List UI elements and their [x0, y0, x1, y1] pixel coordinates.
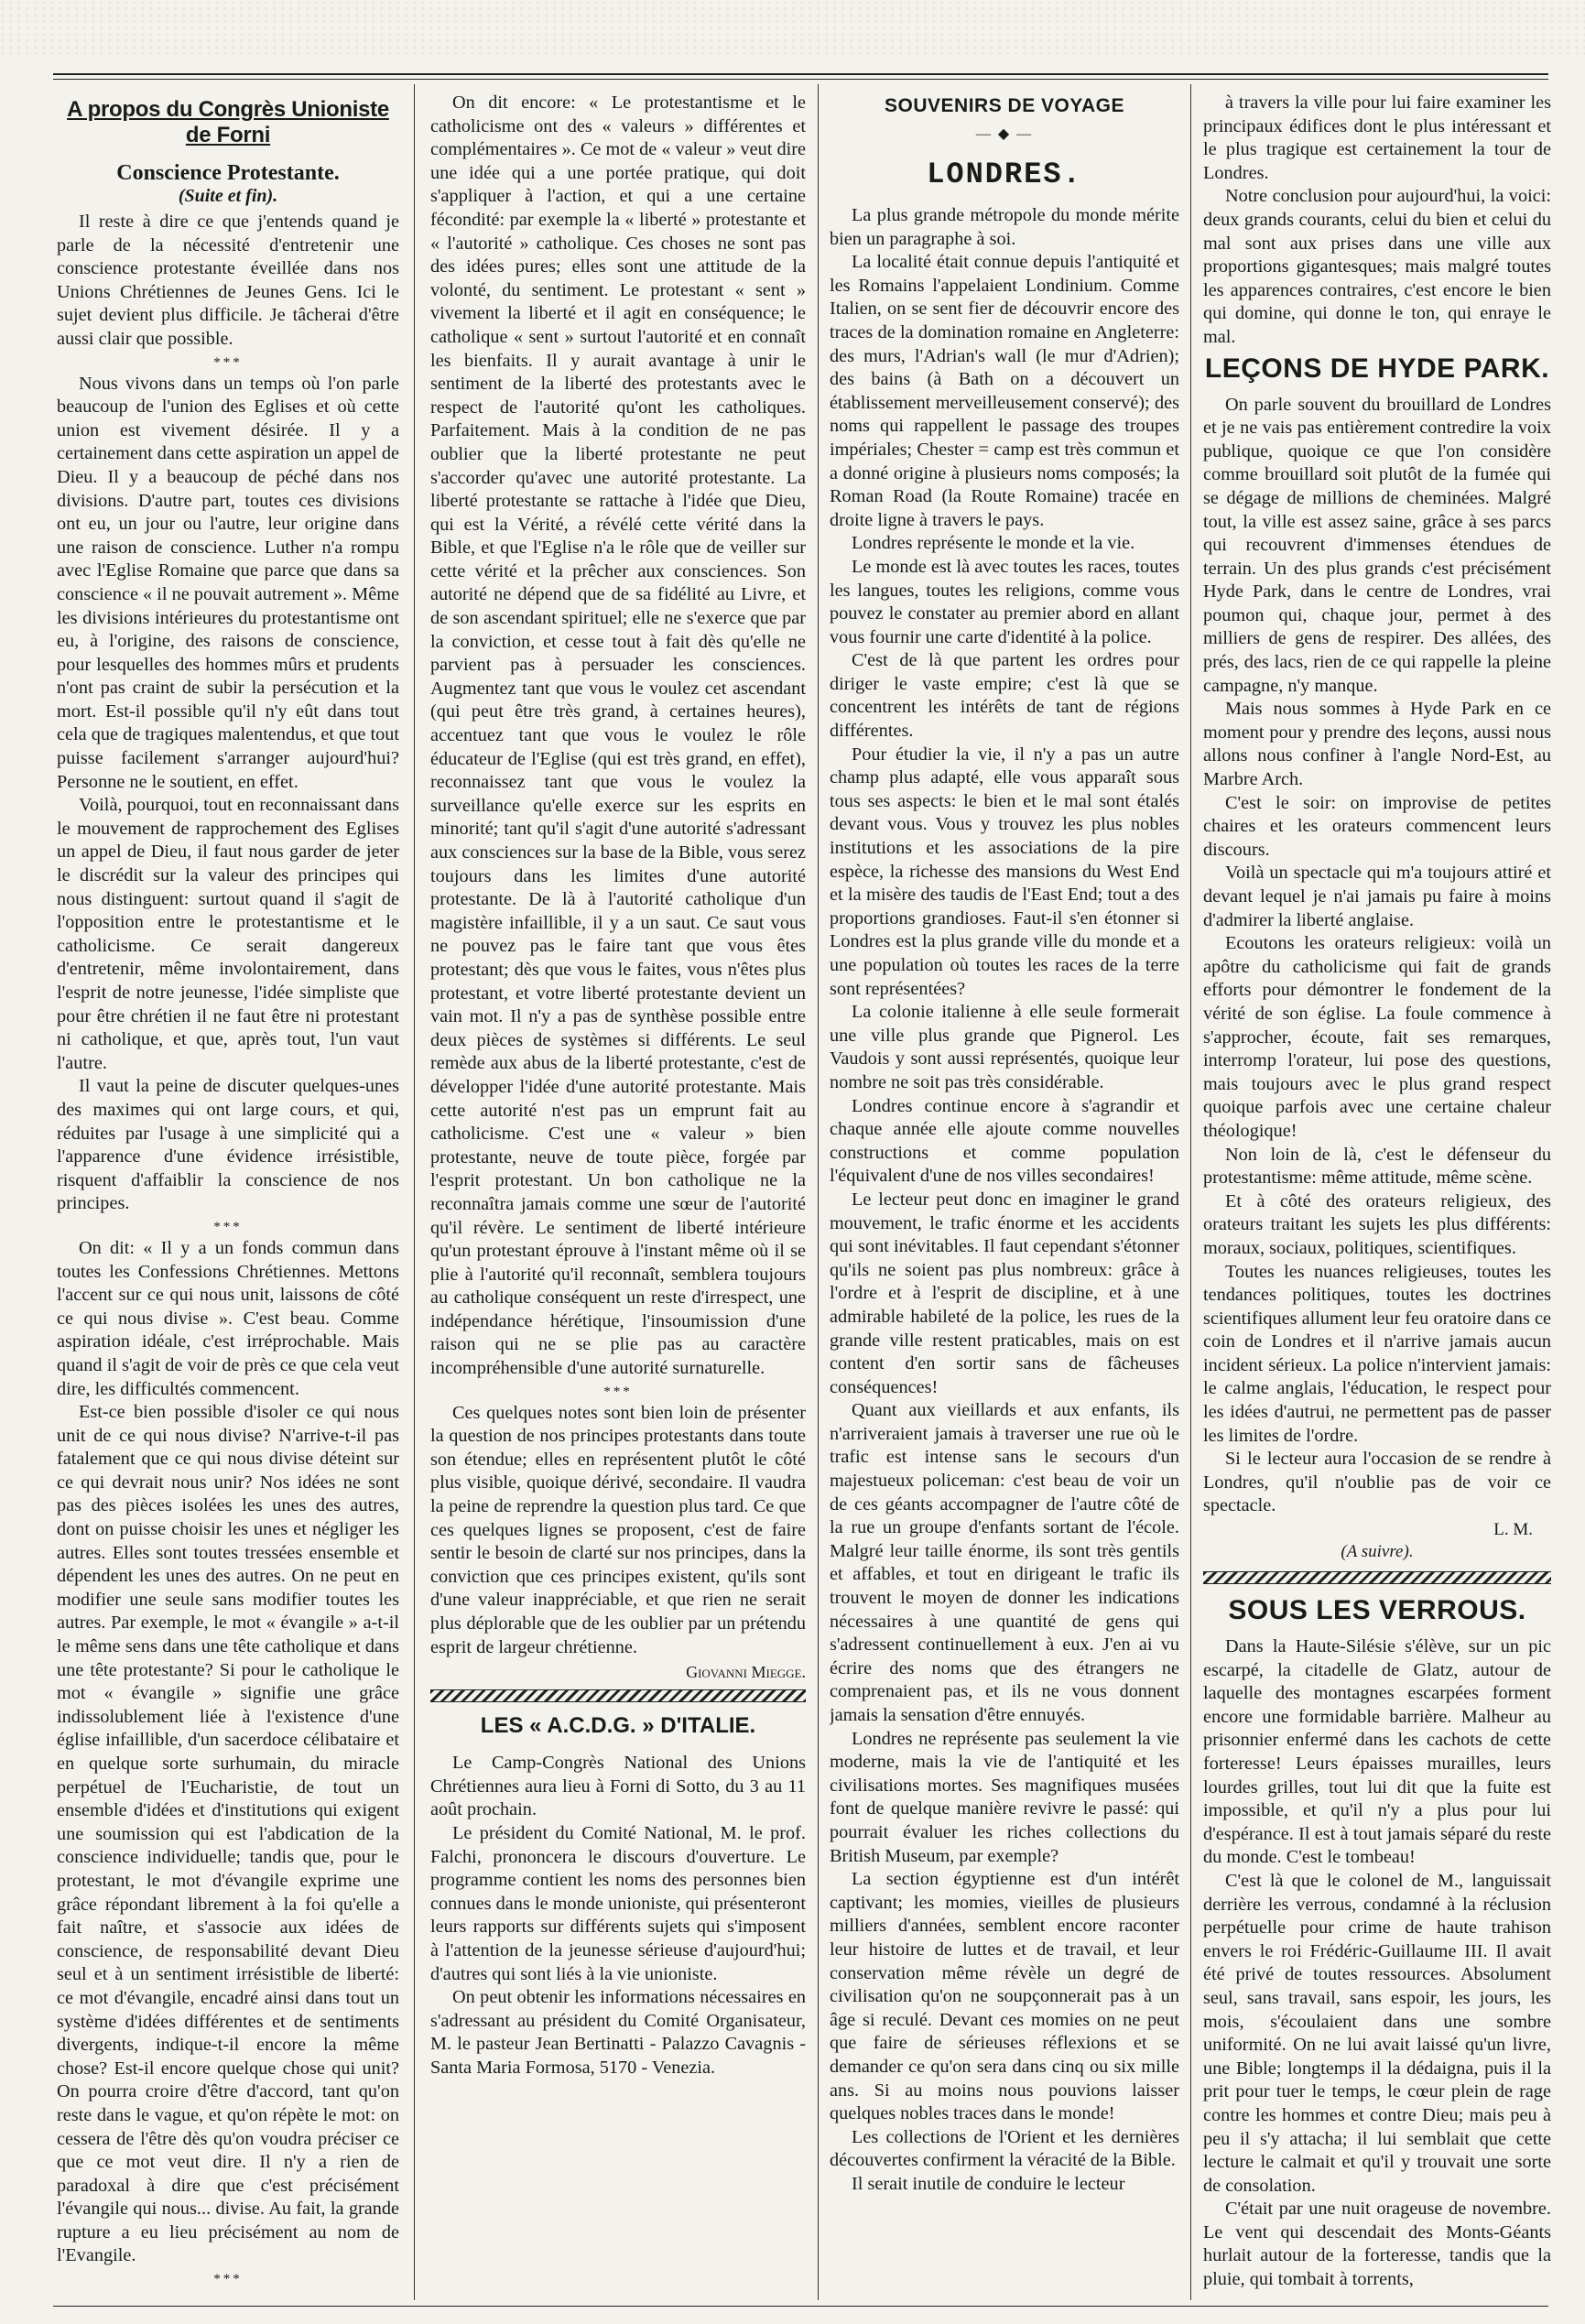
paragraph: Mais nous sommes à Hyde Park en ce moment pour y prendre des leçons, aussi nous allons nous confiner à l'angle Nord-Est, au Marbre Arch. — [1203, 699, 1551, 790]
article-headline: A propos du Congrès Unioniste de Forni — [67, 97, 389, 147]
article-headline: SOUS LES VERROUS. — [1228, 1595, 1526, 1626]
paragraph: La plus grande métropole du monde mérite bien un paragraphe à soi. — [830, 205, 1179, 249]
paragraph: Il vaut la peine de discuter quelques-unes des maximes qui ont large cours, et qui, réduites par l'usage à une simplicité qui a l'apparence d'une évidence irrésistible, risquent d'affaiblir la conscience de nos principes. — [57, 1076, 399, 1214]
signature: L. M. — [1493, 1520, 1533, 1540]
paragraph: Quant aux vieillards et aux enfants, ils n'arriveraient jamais à traverser une rue où le trafic est intense sans le secours d'un majestueux policeman: c'est beau de voir un de ces géants accompagner de l'autre côté de la rue un groupe d'enfants sortant de l'école. Malgré leur taille énorme, ils sont très gentils et affables, et tout en dirigeant le trafic ils trouvent le moyen de donner les indications nécessaires à une quantité de gens qui s'adressent continuellement à eux. J'en ai vu écrire des noms que des étrangers ne comprenaient pas, et ils ne vous donnent jamais la sensation d'être ennuyés. — [830, 1400, 1179, 1725]
paragraph: C'est de là que partent les ordres pour diriger le vaste empire; c'est là que se concentrent les intérêts de tant de régions différentes. — [830, 650, 1179, 742]
paragraph: Il reste à dire ce que j'entends quand je parle de la nécessité d'entretenir une conscience protestante éveillée dans nos Unions Chrétiennes de Jeunes Gens. Ici le sujet devient plus difficile. Je tâcherai d'être aussi clair que possible. — [57, 212, 399, 349]
paragraph: Les collections de l'Orient et les dernières découvertes confirment la véracité de la Bible. — [830, 2126, 1179, 2171]
paragraph: Si le lecteur aura l'occasion de se rendre à Londres, qu'il n'oublie pas de voir ce spectacle. — [1203, 1449, 1551, 1516]
paragraph: Voilà, pourquoi, tout en reconnaissant dans le mouvement de rapprochement des Eglises un appel de Dieu, il faut nous garder de jeter le discrédit sur la valeur des principes qui nous distinguent: surtout quand il s'agit de l'opposition entre le protestantisme et le catholicisme. Ce serait dangereux d'entretenir, même involontairement, dans l'esprit de notre jeunesse, l'idée simpliste que pour être chrétien il ne faut être ni protestant ni catholique, et que, après tout, l'un vaut l'autre. — [57, 795, 399, 1073]
paragraph: La section égyptienne est d'un intérêt captivant; les momies, vieilles de plusieurs milliers d'années, semblent encore raconter leur histoire de luttes et de travail, et leur conservation même révèle un degré de civilisation qu'on ne soupçonnerait pas à un âge si reculé. Devant ces momies on ne peut que faire de sérieuses réflexions et se demander ce qu'on sera dans cinq ou six mille ans. Si au moins nous pouvions laisser quelques nobles traces dans le monde! — [830, 1869, 1179, 2124]
paragraph: Londres continue encore à s'agrandir et chaque année elle ajoute comme nouvelles constructions et comme population l'équivalent d'une de nos villes secondaires! — [830, 1095, 1179, 1187]
paragraph: Dans la Haute-Silésie s'élève, sur un pic escarpé, la citadelle de Glatz, autour de laquelle des montagnes escarpées forment encore une formidable barrière. Malheur au prisonnier enfermé dans les cachots de cette forteresse! Leurs épaisses murailles, leurs lourdes grilles, tout lui dit que la fuite est impossible, et qu'il n'y a plus pour lui d'espérance. Il est à tout jamais séparé du reste du monde. C'est le tombeau! — [1203, 1636, 1551, 1868]
ornamental-separator — [1203, 1571, 1551, 1584]
article-title: LONDRES. — [927, 157, 1082, 191]
continued-note: (A suivre). — [1341, 1542, 1414, 1562]
column-4 — [1203, 92, 1551, 2298]
top-rule — [53, 73, 1548, 75]
paragraph: Le Camp-Congrès National des Unions Chrétiennes aura lieu à Forni di Sotto, du 3 au 11 août prochain. — [430, 1753, 806, 1820]
paragraph: On dit encore: « Le protestantisme et le catholicisme ont des « valeurs » différentes et complémentaires ». Ce mot de « valeur » veut dire une idée qui a une portée pratique, qui doit s'appliquer à l'action, et qui a une certaine fécondité: par exemple la « liberté » protestante et « l'autorité » catholique. Ces choses ne sont pas des idées pures; elles sont une attitude de la volonté, du sentiment. Le protestant « sent » vivement la liberté et il agit en conséquence; le catholique « sent » surtout l'autorité et en connaît les bienfaits. Il y aurait avantage à unir le sentiment de la liberté des protestants avec le respect de l'autorité qu'ont les catholiques. Parfaitement. Mais à la condition de ne pas oublier que la liberté protestante ne peut s'accorder qu'avec une autorité protestante. La liberté protestante se rattache à l'idée que Dieu, qui est la Vérité, a révélé cette vérité dans la Bible, et que l'Eglise n'a le rôle que de veiller sur cette vérité et la prêcher aux consciences. Son autorité ne dépend que de sa fidélité au Livre, et de son ascendant spirituel; elle ne s'exerce que par la conviction, et cesse tout à fait dès qu'elle ne parvient pas à persuader les consciences. Augmentez tant que vous le voulez cet ascendant (qui peut être très grand, à certaines heures), accentuez tant que vous le voulez le rôle éducateur de l'Eglise (qui est très grand, en effet), reconnaissez tant que vous le voulez la surveillance qu'elle exerce sur les esprits en minorité; tant qu'il s'agit d'une autorité s'adressant aux consciences sur la base de la Bible, vous serez toujours dans les limites d'une autorité protestante. De là à l'autorité catholique d'un magistère infaillible, il y a un saut. Ce saut vous ne pouvez pas le faire tant que vous êtes protestant; dès que vous le faites, vous n'êtes plus protestant, et votre liberté protestante devient un vain mot. Il n'y a pas de synthèse possible entre deux pièces de systèmes si différents. Le seul remède aux abus de la liberté protestante, c'est de développer l'idée d'une autorité protestante. Mais cette autorité n'est pas un emprunt fait au catholicisme. C'est une « valeur » bien protestante, neuve de toute pièce, forgée par l'esprit protestant. Un bon catholique ne la reconnaîtra jamais comme une sœur de l'autorité qu'il révère. Le sentiment de liberté intérieure qu'un protestant éprouve à l'instant même où il se plie à l'autorité qu'il reconnaît, semblera toujours au catholique conséquent un reste d'irrespect, une indépendance hérétique, l'insoumission d'une raison qui ne se plie pas au caractère incompréhensible d'une autorité surnaturelle. — [430, 92, 806, 1379]
section-stars: *** — [603, 1384, 633, 1399]
section-headline: SOUVENIRS DE VOYAGE — [885, 95, 1124, 116]
paragraph: La localité était connue depuis l'antiquité et les Romains l'appelaient Londinium. Comme Italien, on se sent fier de découvrir encore des traces de la domination romaine en Angleterre: des murs, l'Adrian's wall (le mur d'Adrien); des bains (à Bath on a découvert un établissement merveilleusement conservé); des noms qui rappellent le passage des troupes impériales; Chester = camp est très commun et a donné origine à plusieurs noms composés; la Roman Road (la Route Romaine) tracée en droite ligne à travers le pays. — [830, 252, 1179, 530]
paragraph: Le monde est là avec toutes les races, toutes les langues, toutes les religions, comme vous pouvez le constater au premier abord en allant vous fournir une carte d'identité à la police. — [830, 556, 1179, 647]
paragraph: On parle souvent du brouillard de Londres et je ne vais pas entièrement contredire la voix publique, quoique ce que l'on considère comme brouillard soit plutôt de la fumée qui se dégage de millions de cheminées. Malgré tout, la ville est assez saine, grâce à ses parcs qui recouvrent d'immenses étendues de terrain. Un des plus grands c'est précisément Hyde Park, dans le centre de Londres, vrai poumon qui, chaque jour, permet à des milliers de gens de respirer. Des allées, des prés, des lacs, rien de ce qui rappelle la pleine campagne, n'y manque. — [1203, 394, 1551, 696]
paper-texture — [0, 0, 1585, 55]
column-divider — [1190, 84, 1191, 2300]
paragraph: à travers la ville pour lui faire examiner les principaux édifices dont le plus intéressant et le plus tragique est certainement la tour de Londres. — [1203, 92, 1551, 183]
paragraph: Ecoutons les orateurs religieux: voilà un apôtre du catholicisme qui fait de grands efforts pour démontrer le fondement de la vérité de son église. La foule commence à s'approcher, écoute, fait ses remarques, interromp l'orateur, lui pose des questions, mais toujours avec le plus grand respect quoique parfois avec une certaine chaleur théologique! — [1203, 933, 1551, 1141]
paragraph: Le lecteur peut donc en imaginer le grand mouvement, le trafic énorme et les accidents qui sont inévitables. Il faut cependant s'étonner qu'ils ne soient pas plus nombreux: grâce à l'ordre et à l'esprit de discipline, et à une admirable habileté de la police, les rues de la grande ville restent praticables, mais on est content d'en sortir sans de fâcheuses conséquences! — [830, 1189, 1179, 1397]
column-divider — [414, 84, 415, 2300]
signature: Giovanni Miegge. — [686, 1663, 806, 1682]
column-3 — [830, 92, 1179, 2298]
paragraph: Il serait inutile de conduire le lecteur — [852, 2173, 1125, 2194]
top-rule-thin — [53, 79, 1548, 80]
paragraph: Voilà un spectacle qui m'a toujours attiré et devant lequel je n'ai jamais pu faire à moins d'admirer la liberté anglaise. — [1203, 863, 1551, 930]
paragraph: Pour étudier la vie, il n'y a pas un autre champ plus adapté, elle vous apparaît sous tous ses aspects: le bien et le mal sont étalés devant vous. Vous y trouvez les plus nobles institutions et les associations de la pire espèce, la richesse des mansions du West End et la misère des taudis de l'East End; tout a des proportions grandioses. Faut-il s'en étonner si Londres est la plus grande ville du monde et a une population où toutes les races de la terre sont représentées? — [830, 744, 1179, 999]
paragraph: Nous vivons dans un temps où l'on parle beaucoup de l'union des Eglises et où cette union est vivement désirée. Il y a certainement dans cette aspiration un appel de Dieu. Il y a beaucoup de péché dans nos divisions. D'autre part, toutes ces divisions ont eu, un jour ou l'autre, leur origine dans une raison de conscience. Luther n'a rompu avec l'Eglise Romaine que parce que dans sa conscience « il ne pouvait autrement ». Même les divisions intérieures du protestantisme ont eu, à l'origine, des raisons de conscience, pour lesquelles des hommes mûrs et prudents n'ont pas craint de subir la persécution et la mort. Est-il possible qu'il n'y eût dans tout cela que de tragiques malentendus, et que tout puisse facilement s'arranger aujourd'hui? Personne ne le soutient, en effet. — [57, 373, 399, 792]
paragraph: C'est le soir: on improvise de petites chaires et les orateurs commencent leurs discours. — [1203, 792, 1551, 860]
ornamental-separator — [430, 1689, 806, 1702]
section-stars: *** — [213, 354, 243, 370]
paragraph: Et à côté des orateurs religieux, des orateurs traitant les sujets les plus différents: moraux, sociaux, politiques, scientifiques. — [1203, 1190, 1551, 1258]
paragraph: La colonie italienne à elle seule formerait une ville plus grande que Pignerol. Les Vaudois y sont aussi représentés, quoique leur nombre ne soit pas très considérable. — [830, 1002, 1179, 1092]
paragraph: Le président du Comité National, M. le prof. Falchi, prononcera le discours d'ouverture. Le programme contient les noms des personnes bien connues dans le monde unioniste, qui présenteront leurs rapports sur différents sujets qui s'imposent à l'attention de la jeunesse sérieuse d'aujourd'hui; d'autres qui sont liés à la vie unioniste. — [430, 1822, 806, 1984]
article-note: (Suite et fin). — [178, 186, 278, 206]
paragraph: Ces quelques notes sont bien loin de présenter la question de nos principes protestants dans toute son étendue; elles en représentent plutôt le côté plus visible, quoique dérivé, secondaire. Il vaudra la peine de reprendre la question plus tard. Ce que ces quelques lignes se proposent, c'est de faire sentir le besoin de clarté sur nos principes, dans la conviction que ces principes existent, qu'ils sont d'une valeur inappréciable, et que rien ne serait plus déplorable que de les oublier par un prétendu esprit de largeur chrétienne. — [430, 1402, 806, 1657]
ornamental-dash: — ◆ — — [975, 126, 1034, 142]
paragraph: Non loin de là, c'est le défenseur du protestantisme: même attitude, même scène. — [1203, 1144, 1551, 1189]
column-2 — [430, 92, 806, 2298]
column-1 — [57, 92, 399, 2298]
paragraph: Londres ne représente pas seulement la vie moderne, mais la vie de l'antiquité et les civilisations mortes. Ses magnifiques musées font de quelque manière revivre le passé: qui pourrait évaluer les riches collections du British Museum, par exemple? — [830, 1728, 1179, 1866]
paragraph: On dit: « Il y a un fonds commun dans toutes les Confessions Chrétiennes. Mettons l'accent sur ce qui nous unit, laissons de côté ce qui nous divise ». C'est beau. Comme aspiration idéale, c'est irréprochable. Mais quand il s'agit de voir de près ce que cela veut dire, les difficultés commencent. — [57, 1237, 399, 1399]
bottom-rule — [53, 2306, 1548, 2307]
column-divider — [818, 84, 819, 2300]
paragraph: On peut obtenir les informations nécessaires en s'adressant au président du Comité Organisateur, M. le pasteur Jean Bertinatti - Palazzo Cavagnis - Santa Maria Formosa, 5170 - Venezia. — [430, 1987, 806, 2078]
article-headline: LEÇONS DE HYDE PARK. — [1204, 353, 1550, 384]
section-stars: *** — [213, 1219, 243, 1234]
paragraph: Est-ce bien possible d'isoler ce qui nous unit de ce qui nous divise? N'arrive-t-il pas fatalement que ce qui nous divise déteint sur ce qui devrait nous unir? Nos idées ne sont pas des pièces isolées les unes des autres, dont on puisse choisir les unes et négliger les autres. Elles sont toutes tressées ensemble et dépendent les unes des autres. On ne peut en modifier une seule sans modifier toutes les autres. Par exemple, le mot « évangile » a-t-il le même sens dans une tête catholique et dans une tête protestante? Si pour le catholique le mot « évangile » signifie une grâce indissolublement liée à l'existence d'une église infaillible, d'un sacerdoce célibataire et en quelque sorte surhumain, du miracle perpétuel de l'Eucharistie, de tout un ensemble d'idées et d'institutions qui exigent une soumission qui est l'abdication de la conscience individuelle; tandis que, pour le protestant, le mot d'évangile exprime une grâce répondant librement à la foi qu'elle a fait naître, et s'associe aux idées de conscience, de responsabilité devant Dieu seul et à un sentiment irrésistible de liberté: ce mot d'évangile, encadré ainsi dans tout un système d'idées différentes et de sentiments divergents, indique-t-il encore la même chose? Est-il encore quelque chose qui unit? On pourra croire d'être d'accord, tant qu'on reste dans le vague, et qu'on répète le mot: on cessera de l'être dès qu'on voudra préciser ce que ce mot veut dire. Il n'y a rien de paradoxal à dire que c'est précisément l'évangile qui nous... divise. Au fait, la grande rupture a eu lieu précisément au nom de l'Evangile. — [57, 1402, 399, 2266]
article-subtitle: Conscience Protestante. — [116, 161, 340, 185]
paragraph: Notre conclusion pour aujourd'hui, la voici: deux grands courants, celui du bien et celui du mal sont aux prises dans une ville aux proportions gigantesques; mais malgré toutes les apparences contraires, c'est encore le bien qui domine, qui donne le ton, qui enraye le mal. — [1203, 186, 1551, 347]
article-headline: LES « A.C.D.G. » D'ITALIE. — [480, 1713, 756, 1739]
paragraph: C'était par une nuit orageuse de novembre. Le vent qui descendait des Monts-Géants hurlait autour de la forteresse, tandis que la pluie, qui tombait à torrents, — [1203, 2199, 1551, 2290]
paragraph: C'est là que le colonel de M., languissait derrière les verrous, condamné à la réclusion perpétuelle pour crime de haute trahison envers le roi Frédéric-Guillaume III. Il avait été privé de toutes ressources. Absolument seul, sans travail, sans espoir, les jours, les mois, s'écoulaient dans une sombre uniformité. On ne lui avait laissé qu'un livre, une Bible; longtemps il la dédaigna, puis il la prit pour tuer le temps, le cœur plein de rage contre les hommes et contre Dieu; mais peu à peu il s'y attacha; il lui semblait que cette lecture le calmait et qu'il y trouvait une sorte de consolation. — [1203, 1870, 1551, 2196]
paragraph: Londres représente le monde et la vie. — [852, 533, 1135, 554]
section-stars: *** — [213, 2272, 243, 2287]
paragraph: Toutes les nuances religieuses, toutes les tendances politiques, toutes les doctrines scientifiques allument leur feu oratoire dans ce coin de Londres et il n'arrive jamais aucun incident sérieux. La police n'intervient jamais: le calme anglais, l'éducation, le respect pour les idées d'autrui, ne permettent pas de passer les limites de l'ordre. — [1203, 1261, 1551, 1446]
